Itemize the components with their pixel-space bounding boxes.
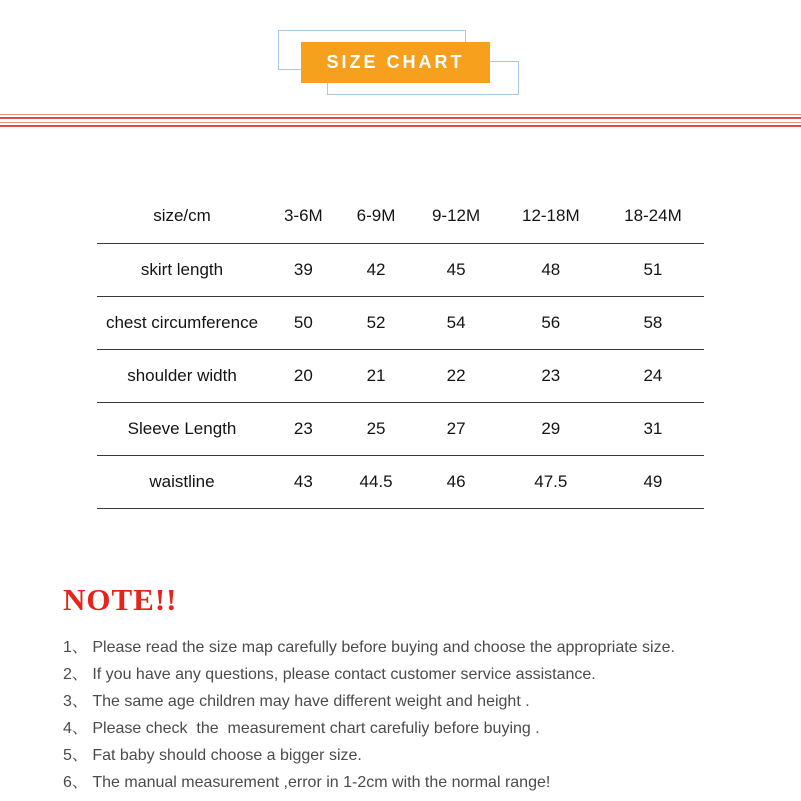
banner-area	[0, 0, 801, 110]
note-item-2: 2、 If you have any questions, please contact customer service assistance.	[63, 666, 596, 683]
notes-section	[63, 582, 753, 796]
table-cell: 23	[500, 349, 602, 402]
table-cell: 25	[340, 402, 413, 455]
column-header-6-9m: 6-9M	[340, 190, 413, 243]
table-row-chest-circumference	[97, 296, 704, 349]
column-header-12-18m: 12-18M	[500, 190, 602, 243]
row-label: Sleeve Length	[97, 402, 267, 455]
table-cell: 27	[412, 402, 499, 455]
table-cell: 24	[602, 349, 704, 402]
column-header-9-12m: 9-12M	[412, 190, 499, 243]
note-title: NOTE!!	[63, 582, 178, 617]
column-header-size-cm: size/cm	[97, 190, 267, 243]
note-item-6: 6、 The manual measurement ,error in 1-2cm with the normal range!	[63, 774, 551, 791]
divider-line	[0, 125, 801, 127]
table-cell: 46	[412, 455, 499, 508]
table-cell: 45	[412, 243, 499, 296]
divider-line	[0, 117, 801, 119]
table-cell: 20	[267, 349, 340, 402]
table-cell: 52	[340, 296, 413, 349]
table-cell: 48	[500, 243, 602, 296]
note-item-5: 5、 Fat baby should choose a bigger size.	[63, 747, 362, 764]
divider-line	[0, 122, 801, 123]
table-cell: 29	[500, 402, 602, 455]
divider-line	[0, 114, 801, 115]
row-label: waistline	[97, 455, 267, 508]
row-label: chest circumference	[97, 296, 267, 349]
table-cell: 23	[267, 402, 340, 455]
column-header-18-24m: 18-24M	[602, 190, 704, 243]
size-table-header-row	[97, 190, 704, 243]
table-row-shoulder-width	[97, 349, 704, 402]
note-item-1: 1、 Please read the size map carefully before buying and choose the appropriate size.	[63, 639, 675, 656]
table-cell: 58	[602, 296, 704, 349]
size-table	[97, 190, 704, 509]
table-cell: 47.5	[500, 455, 602, 508]
table-cell: 54	[412, 296, 499, 349]
size-chart-banner	[301, 42, 490, 83]
row-label: shoulder width	[97, 349, 267, 402]
table-cell: 21	[340, 349, 413, 402]
banner-title: SIZE CHART	[326, 52, 465, 72]
table-cell: 49	[602, 455, 704, 508]
table-cell: 31	[602, 402, 704, 455]
table-row-waistline	[97, 455, 704, 508]
table-cell: 43	[267, 455, 340, 508]
note-item-3: 3、 The same age children may have different weight and height .	[63, 693, 530, 710]
divider-stripes	[0, 113, 801, 130]
row-label: skirt length	[97, 243, 267, 296]
table-row-skirt-length	[97, 243, 704, 296]
table-cell: 44.5	[340, 455, 413, 508]
table-row-sleeve-length	[97, 402, 704, 455]
table-cell: 42	[340, 243, 413, 296]
table-cell: 39	[267, 243, 340, 296]
column-header-3-6m: 3-6M	[267, 190, 340, 243]
table-cell: 22	[412, 349, 499, 402]
table-cell: 56	[500, 296, 602, 349]
table-cell: 51	[602, 243, 704, 296]
table-cell: 50	[267, 296, 340, 349]
note-item-4: 4、 Please check the measurement chart carefuliy before buying .	[63, 720, 540, 737]
